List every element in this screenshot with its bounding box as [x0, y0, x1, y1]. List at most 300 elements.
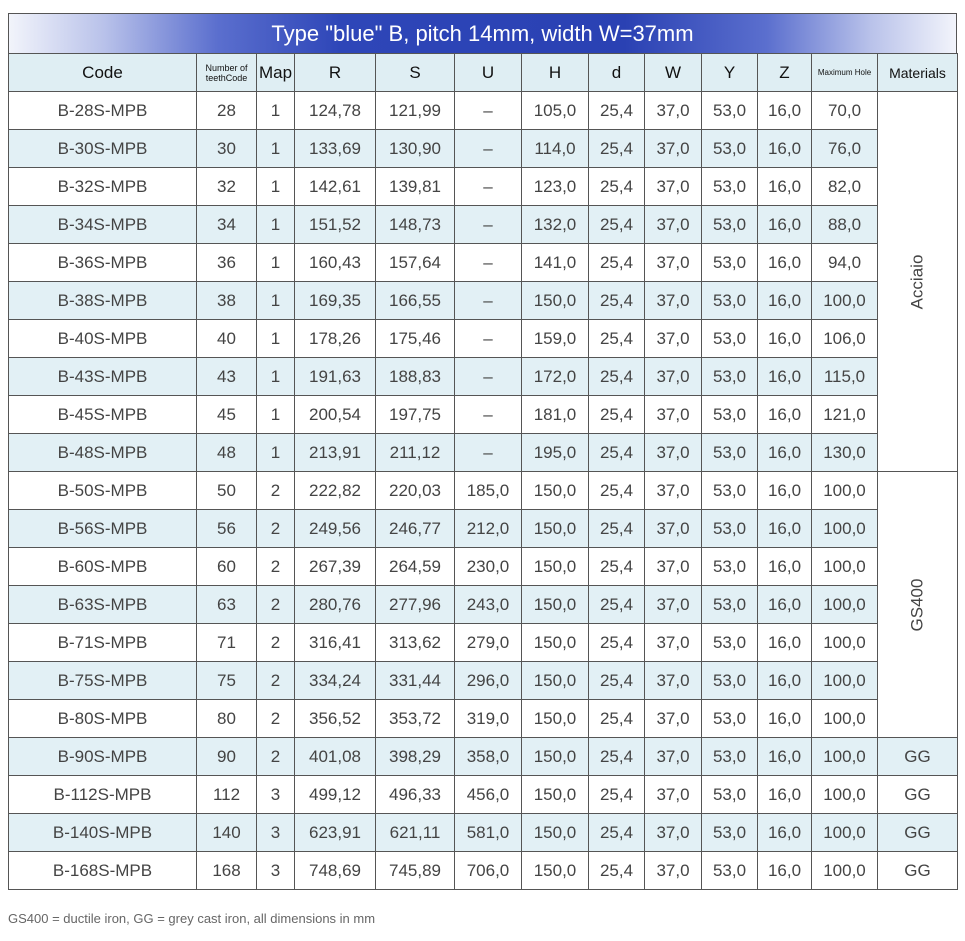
header-code: Code [9, 54, 197, 92]
header-d: d [589, 54, 645, 92]
cell-map: 3 [257, 852, 295, 890]
cell-code: B-56S-MPB [9, 510, 197, 548]
cell-w: 37,0 [645, 738, 702, 776]
cell-max-hole: 100,0 [812, 662, 878, 700]
cell-w: 37,0 [645, 776, 702, 814]
cell-map: 2 [257, 586, 295, 624]
cell-s: 220,03 [376, 472, 455, 510]
footnote: GS400 = ductile iron, GG = grey cast iron, all dimensions in mm [8, 911, 376, 926]
material-label: Acciaio [907, 254, 927, 309]
cell-s: 745,89 [376, 852, 455, 890]
cell-u: – [455, 358, 522, 396]
cell-code: B-168S-MPB [9, 852, 197, 890]
cell-h: 150,0 [522, 624, 589, 662]
cell-code: B-50S-MPB [9, 472, 197, 510]
cell-s: 121,99 [376, 92, 455, 130]
table-row [9, 472, 958, 510]
cell-z: 16,0 [758, 282, 812, 320]
table-row [9, 852, 958, 890]
cell-s: 398,29 [376, 738, 455, 776]
cell-h: 181,0 [522, 396, 589, 434]
cell-d: 25,4 [589, 814, 645, 852]
cell-r: 748,69 [295, 852, 376, 890]
cell-d: 25,4 [589, 396, 645, 434]
cell-h: 195,0 [522, 434, 589, 472]
cell-max-hole: 106,0 [812, 320, 878, 358]
table-row [9, 282, 958, 320]
cell-d: 25,4 [589, 510, 645, 548]
material-cell [878, 776, 958, 814]
cell-r: 178,26 [295, 320, 376, 358]
cell-teeth: 112 [197, 776, 257, 814]
cell-r: 623,91 [295, 814, 376, 852]
cell-y: 53,0 [702, 700, 758, 738]
cell-teeth: 28 [197, 92, 257, 130]
cell-s: 264,59 [376, 548, 455, 586]
cell-map: 3 [257, 776, 295, 814]
cell-code: B-80S-MPB [9, 700, 197, 738]
material-cell [878, 852, 958, 890]
cell-max-hole: 100,0 [812, 700, 878, 738]
cell-h: 150,0 [522, 700, 589, 738]
cell-h: 150,0 [522, 852, 589, 890]
header-s: S [376, 54, 455, 92]
cell-s: 139,81 [376, 168, 455, 206]
cell-s: 211,12 [376, 434, 455, 472]
header-teeth: Number of teethCode [197, 54, 257, 92]
cell-d: 25,4 [589, 434, 645, 472]
cell-d: 25,4 [589, 738, 645, 776]
cell-y: 53,0 [702, 130, 758, 168]
cell-u: – [455, 92, 522, 130]
cell-u: – [455, 206, 522, 244]
cell-y: 53,0 [702, 472, 758, 510]
cell-u: – [455, 396, 522, 434]
cell-w: 37,0 [645, 206, 702, 244]
cell-z: 16,0 [758, 130, 812, 168]
cell-y: 53,0 [702, 168, 758, 206]
cell-max-hole: 115,0 [812, 358, 878, 396]
cell-s: 166,55 [376, 282, 455, 320]
cell-h: 105,0 [522, 92, 589, 130]
cell-u: 279,0 [455, 624, 522, 662]
header-z: Z [758, 54, 812, 92]
cell-teeth: 34 [197, 206, 257, 244]
table-row [9, 814, 958, 852]
table-row [9, 206, 958, 244]
spec-table-container [8, 13, 957, 890]
cell-h: 132,0 [522, 206, 589, 244]
cell-y: 53,0 [702, 358, 758, 396]
cell-h: 141,0 [522, 244, 589, 282]
cell-s: 197,75 [376, 396, 455, 434]
cell-w: 37,0 [645, 472, 702, 510]
table-title: Type "blue" B, pitch 14mm, width W=37mm [8, 13, 957, 53]
cell-r: 356,52 [295, 700, 376, 738]
cell-u: 706,0 [455, 852, 522, 890]
cell-s: 246,77 [376, 510, 455, 548]
cell-y: 53,0 [702, 92, 758, 130]
cell-z: 16,0 [758, 700, 812, 738]
cell-map: 1 [257, 358, 295, 396]
cell-h: 150,0 [522, 472, 589, 510]
material-label: GG [904, 746, 931, 766]
header-y: Y [702, 54, 758, 92]
cell-u: 358,0 [455, 738, 522, 776]
cell-teeth: 45 [197, 396, 257, 434]
cell-y: 53,0 [702, 206, 758, 244]
cell-h: 159,0 [522, 320, 589, 358]
table-row [9, 624, 958, 662]
cell-max-hole: 100,0 [812, 852, 878, 890]
cell-map: 2 [257, 472, 295, 510]
cell-z: 16,0 [758, 206, 812, 244]
cell-code: B-112S-MPB [9, 776, 197, 814]
cell-d: 25,4 [589, 206, 645, 244]
cell-z: 16,0 [758, 396, 812, 434]
cell-w: 37,0 [645, 852, 702, 890]
cell-map: 2 [257, 662, 295, 700]
cell-h: 150,0 [522, 814, 589, 852]
cell-teeth: 90 [197, 738, 257, 776]
cell-map: 1 [257, 434, 295, 472]
cell-max-hole: 130,0 [812, 434, 878, 472]
cell-z: 16,0 [758, 244, 812, 282]
cell-z: 16,0 [758, 358, 812, 396]
material-label: GG [904, 822, 931, 842]
cell-map: 1 [257, 282, 295, 320]
cell-max-hole: 76,0 [812, 130, 878, 168]
cell-teeth: 80 [197, 700, 257, 738]
cell-code: B-140S-MPB [9, 814, 197, 852]
cell-z: 16,0 [758, 624, 812, 662]
cell-w: 37,0 [645, 814, 702, 852]
cell-code: B-63S-MPB [9, 586, 197, 624]
cell-w: 37,0 [645, 434, 702, 472]
cell-code: B-60S-MPB [9, 548, 197, 586]
cell-z: 16,0 [758, 852, 812, 890]
cell-y: 53,0 [702, 624, 758, 662]
cell-s: 148,73 [376, 206, 455, 244]
cell-y: 53,0 [702, 510, 758, 548]
cell-s: 277,96 [376, 586, 455, 624]
cell-map: 2 [257, 738, 295, 776]
cell-h: 150,0 [522, 282, 589, 320]
table-row [9, 548, 958, 586]
cell-map: 1 [257, 320, 295, 358]
cell-w: 37,0 [645, 586, 702, 624]
header-max-hole: Maximum Hole [812, 54, 878, 92]
table-body [9, 92, 958, 890]
cell-r: 499,12 [295, 776, 376, 814]
table-row [9, 130, 958, 168]
cell-u: 212,0 [455, 510, 522, 548]
cell-teeth: 63 [197, 586, 257, 624]
table-row [9, 244, 958, 282]
cell-teeth: 43 [197, 358, 257, 396]
cell-d: 25,4 [589, 776, 645, 814]
cell-code: B-38S-MPB [9, 282, 197, 320]
cell-r: 133,69 [295, 130, 376, 168]
cell-r: 191,63 [295, 358, 376, 396]
cell-r: 280,76 [295, 586, 376, 624]
cell-code: B-30S-MPB [9, 130, 197, 168]
cell-r: 151,52 [295, 206, 376, 244]
cell-d: 25,4 [589, 586, 645, 624]
cell-map: 2 [257, 548, 295, 586]
cell-code: B-28S-MPB [9, 92, 197, 130]
cell-code: B-90S-MPB [9, 738, 197, 776]
cell-y: 53,0 [702, 738, 758, 776]
cell-max-hole: 100,0 [812, 624, 878, 662]
cell-h: 150,0 [522, 548, 589, 586]
cell-h: 172,0 [522, 358, 589, 396]
header-row [9, 54, 958, 92]
table-row [9, 662, 958, 700]
cell-teeth: 60 [197, 548, 257, 586]
cell-max-hole: 100,0 [812, 472, 878, 510]
header-w: W [645, 54, 702, 92]
cell-h: 150,0 [522, 776, 589, 814]
cell-r: 213,91 [295, 434, 376, 472]
table-row [9, 168, 958, 206]
cell-w: 37,0 [645, 548, 702, 586]
cell-code: B-36S-MPB [9, 244, 197, 282]
cell-map: 1 [257, 206, 295, 244]
cell-z: 16,0 [758, 776, 812, 814]
table-row [9, 586, 958, 624]
cell-max-hole: 70,0 [812, 92, 878, 130]
cell-w: 37,0 [645, 130, 702, 168]
cell-h: 150,0 [522, 586, 589, 624]
cell-d: 25,4 [589, 662, 645, 700]
cell-max-hole: 100,0 [812, 814, 878, 852]
cell-w: 37,0 [645, 358, 702, 396]
cell-max-hole: 100,0 [812, 548, 878, 586]
cell-u: 296,0 [455, 662, 522, 700]
cell-max-hole: 121,0 [812, 396, 878, 434]
cell-y: 53,0 [702, 586, 758, 624]
cell-code: B-43S-MPB [9, 358, 197, 396]
cell-z: 16,0 [758, 662, 812, 700]
cell-z: 16,0 [758, 168, 812, 206]
cell-teeth: 168 [197, 852, 257, 890]
cell-teeth: 50 [197, 472, 257, 510]
cell-z: 16,0 [758, 472, 812, 510]
cell-s: 157,64 [376, 244, 455, 282]
cell-u: 456,0 [455, 776, 522, 814]
cell-z: 16,0 [758, 586, 812, 624]
cell-d: 25,4 [589, 358, 645, 396]
cell-map: 2 [257, 700, 295, 738]
material-cell [878, 472, 958, 738]
cell-u: – [455, 320, 522, 358]
cell-r: 142,61 [295, 168, 376, 206]
cell-z: 16,0 [758, 548, 812, 586]
cell-u: – [455, 244, 522, 282]
cell-map: 2 [257, 624, 295, 662]
cell-d: 25,4 [589, 282, 645, 320]
cell-y: 53,0 [702, 662, 758, 700]
cell-max-hole: 100,0 [812, 282, 878, 320]
cell-w: 37,0 [645, 624, 702, 662]
cell-w: 37,0 [645, 92, 702, 130]
table-row [9, 396, 958, 434]
cell-z: 16,0 [758, 434, 812, 472]
table-row [9, 320, 958, 358]
cell-u: 243,0 [455, 586, 522, 624]
cell-u: – [455, 434, 522, 472]
material-label: GG [904, 860, 931, 880]
cell-u: – [455, 282, 522, 320]
cell-map: 1 [257, 168, 295, 206]
cell-code: B-34S-MPB [9, 206, 197, 244]
material-label: GS400 [907, 578, 927, 631]
cell-map: 1 [257, 92, 295, 130]
cell-y: 53,0 [702, 396, 758, 434]
cell-d: 25,4 [589, 320, 645, 358]
cell-d: 25,4 [589, 168, 645, 206]
cell-y: 53,0 [702, 320, 758, 358]
cell-y: 53,0 [702, 852, 758, 890]
cell-d: 25,4 [589, 130, 645, 168]
header-r: R [295, 54, 376, 92]
cell-s: 188,83 [376, 358, 455, 396]
cell-r: 169,35 [295, 282, 376, 320]
cell-teeth: 30 [197, 130, 257, 168]
cell-teeth: 38 [197, 282, 257, 320]
cell-max-hole: 100,0 [812, 510, 878, 548]
cell-teeth: 71 [197, 624, 257, 662]
cell-teeth: 56 [197, 510, 257, 548]
cell-code: B-48S-MPB [9, 434, 197, 472]
cell-y: 53,0 [702, 434, 758, 472]
table-row [9, 510, 958, 548]
cell-teeth: 75 [197, 662, 257, 700]
cell-code: B-40S-MPB [9, 320, 197, 358]
cell-r: 267,39 [295, 548, 376, 586]
cell-teeth: 32 [197, 168, 257, 206]
cell-map: 1 [257, 244, 295, 282]
cell-z: 16,0 [758, 320, 812, 358]
header-materials: Materials [878, 54, 958, 92]
cell-teeth: 140 [197, 814, 257, 852]
cell-y: 53,0 [702, 244, 758, 282]
cell-h: 123,0 [522, 168, 589, 206]
cell-max-hole: 88,0 [812, 206, 878, 244]
cell-d: 25,4 [589, 700, 645, 738]
cell-u: 581,0 [455, 814, 522, 852]
cell-teeth: 36 [197, 244, 257, 282]
cell-r: 249,56 [295, 510, 376, 548]
table-row [9, 738, 958, 776]
cell-w: 37,0 [645, 282, 702, 320]
cell-d: 25,4 [589, 244, 645, 282]
cell-h: 150,0 [522, 510, 589, 548]
cell-s: 621,11 [376, 814, 455, 852]
cell-s: 313,62 [376, 624, 455, 662]
material-cell [878, 738, 958, 776]
cell-w: 37,0 [645, 662, 702, 700]
cell-w: 37,0 [645, 700, 702, 738]
header-map: Map [257, 54, 295, 92]
cell-s: 175,46 [376, 320, 455, 358]
cell-w: 37,0 [645, 168, 702, 206]
cell-z: 16,0 [758, 814, 812, 852]
cell-s: 496,33 [376, 776, 455, 814]
cell-code: B-71S-MPB [9, 624, 197, 662]
cell-max-hole: 94,0 [812, 244, 878, 282]
cell-map: 2 [257, 510, 295, 548]
cell-s: 331,44 [376, 662, 455, 700]
table-row [9, 358, 958, 396]
cell-r: 200,54 [295, 396, 376, 434]
cell-w: 37,0 [645, 244, 702, 282]
cell-s: 353,72 [376, 700, 455, 738]
cell-y: 53,0 [702, 814, 758, 852]
material-cell [878, 92, 958, 472]
material-cell [878, 814, 958, 852]
cell-s: 130,90 [376, 130, 455, 168]
cell-y: 53,0 [702, 548, 758, 586]
cell-max-hole: 100,0 [812, 586, 878, 624]
cell-u: – [455, 130, 522, 168]
spec-table [8, 53, 958, 890]
cell-map: 1 [257, 130, 295, 168]
cell-r: 160,43 [295, 244, 376, 282]
cell-max-hole: 82,0 [812, 168, 878, 206]
cell-y: 53,0 [702, 282, 758, 320]
cell-max-hole: 100,0 [812, 776, 878, 814]
cell-u: 319,0 [455, 700, 522, 738]
cell-r: 222,82 [295, 472, 376, 510]
header-h: H [522, 54, 589, 92]
cell-z: 16,0 [758, 92, 812, 130]
table-row [9, 92, 958, 130]
cell-u: 230,0 [455, 548, 522, 586]
cell-h: 114,0 [522, 130, 589, 168]
cell-teeth: 48 [197, 434, 257, 472]
cell-d: 25,4 [589, 548, 645, 586]
cell-w: 37,0 [645, 396, 702, 434]
cell-map: 3 [257, 814, 295, 852]
cell-y: 53,0 [702, 776, 758, 814]
cell-r: 401,08 [295, 738, 376, 776]
cell-teeth: 40 [197, 320, 257, 358]
cell-h: 150,0 [522, 738, 589, 776]
cell-r: 334,24 [295, 662, 376, 700]
cell-map: 1 [257, 396, 295, 434]
cell-u: – [455, 168, 522, 206]
header-u: U [455, 54, 522, 92]
cell-h: 150,0 [522, 662, 589, 700]
cell-d: 25,4 [589, 624, 645, 662]
cell-d: 25,4 [589, 472, 645, 510]
cell-r: 124,78 [295, 92, 376, 130]
cell-d: 25,4 [589, 92, 645, 130]
cell-code: B-45S-MPB [9, 396, 197, 434]
cell-code: B-32S-MPB [9, 168, 197, 206]
table-row [9, 700, 958, 738]
cell-u: 185,0 [455, 472, 522, 510]
cell-r: 316,41 [295, 624, 376, 662]
cell-max-hole: 100,0 [812, 738, 878, 776]
cell-d: 25,4 [589, 852, 645, 890]
cell-z: 16,0 [758, 510, 812, 548]
cell-code: B-75S-MPB [9, 662, 197, 700]
cell-z: 16,0 [758, 738, 812, 776]
cell-w: 37,0 [645, 320, 702, 358]
